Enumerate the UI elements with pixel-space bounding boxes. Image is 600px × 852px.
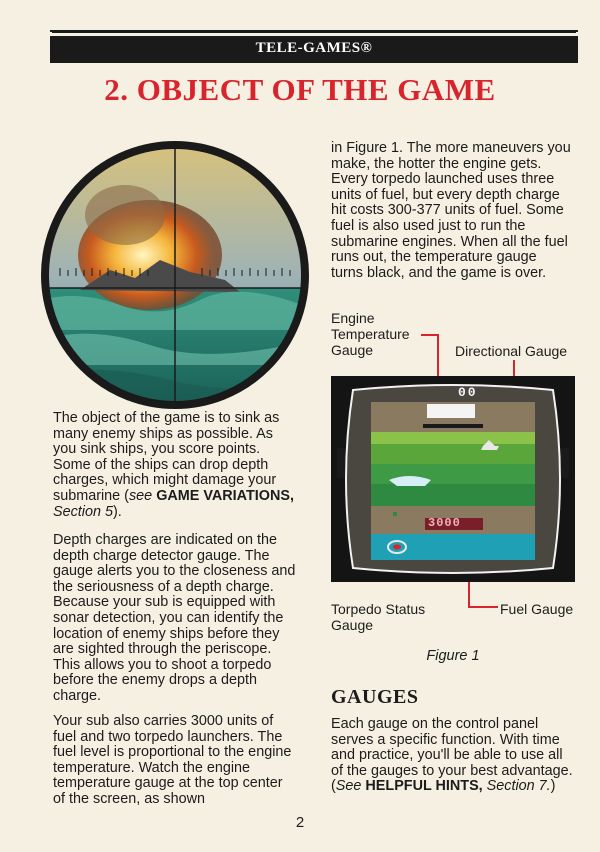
score-display: 00 (458, 385, 478, 400)
torpedo-status-gauge (393, 512, 397, 516)
paragraph-depth-charges: Depth charges are indicated on the depth charge detector gauge. The gauge alerts you to the closeness and the seriousness of a depth charge. Because your sub is equipped with sonar detection, you can identify the location of enemy ships before they are sighted through the periscope. This allows you to shoot a torpedo before the enemy drops a depth charge. (53, 532, 296, 704)
engine-temperature-gauge (427, 404, 475, 418)
figure-caption: Figure 1 (426, 648, 480, 664)
fuel-display: 3000 (428, 516, 461, 530)
leader-fuel-h (468, 606, 498, 608)
page-title: 2. OBJECT OF THE GAME (104, 72, 496, 107)
paragraph-objective: The object of the game is to sink as many enemy ships as possible. As you sink ships, you score points. Some of the ships can drop depth charges, which might damage your submarine (see GAME VARIATIONS, Section 5). (53, 410, 294, 520)
game-screen-figure (331, 376, 575, 582)
label-directional-gauge: Directional Gauge (455, 343, 568, 359)
directional-gauge (423, 424, 483, 428)
paragraph-gauges: Each gauge on the control panel serves a specific function. With time and practice, you'll be able to use all of the gauges to your best advantage. (See HELPFUL HINTS, Section 7.) (331, 716, 573, 795)
brand-label: TELE-GAMES® (255, 40, 373, 56)
gauges-heading: GAUGES (331, 686, 419, 708)
header-banner (50, 36, 578, 63)
label-engine-temp: Engine Temperature Gauge (331, 310, 410, 358)
header-rule (50, 30, 578, 32)
periscope-illustration (40, 140, 310, 410)
paragraph-engine-heat: in Figure 1. The more maneuvers you make, the hotter the engine gets. Every torpedo launched uses three units of fuel, but every depth charge hit costs 300-377 units of fuel. Some fuel is also used just to run the submarine engines. When all the fuel runs out, the temperature gauge turns black, and the game is over. (331, 140, 571, 281)
label-fuel-gauge: Fuel Gauge (500, 601, 574, 617)
page-number: 2 (295, 814, 305, 831)
label-torpedo-status: Torpedo Status Gauge (331, 601, 426, 633)
paragraph-fuel: Your sub also carries 3000 units of fuel and two torpedo launchers. The fuel level is proportional to the engine temperature. Watch the engine temperature gauge at the top center of the screen, as shown (53, 713, 292, 807)
